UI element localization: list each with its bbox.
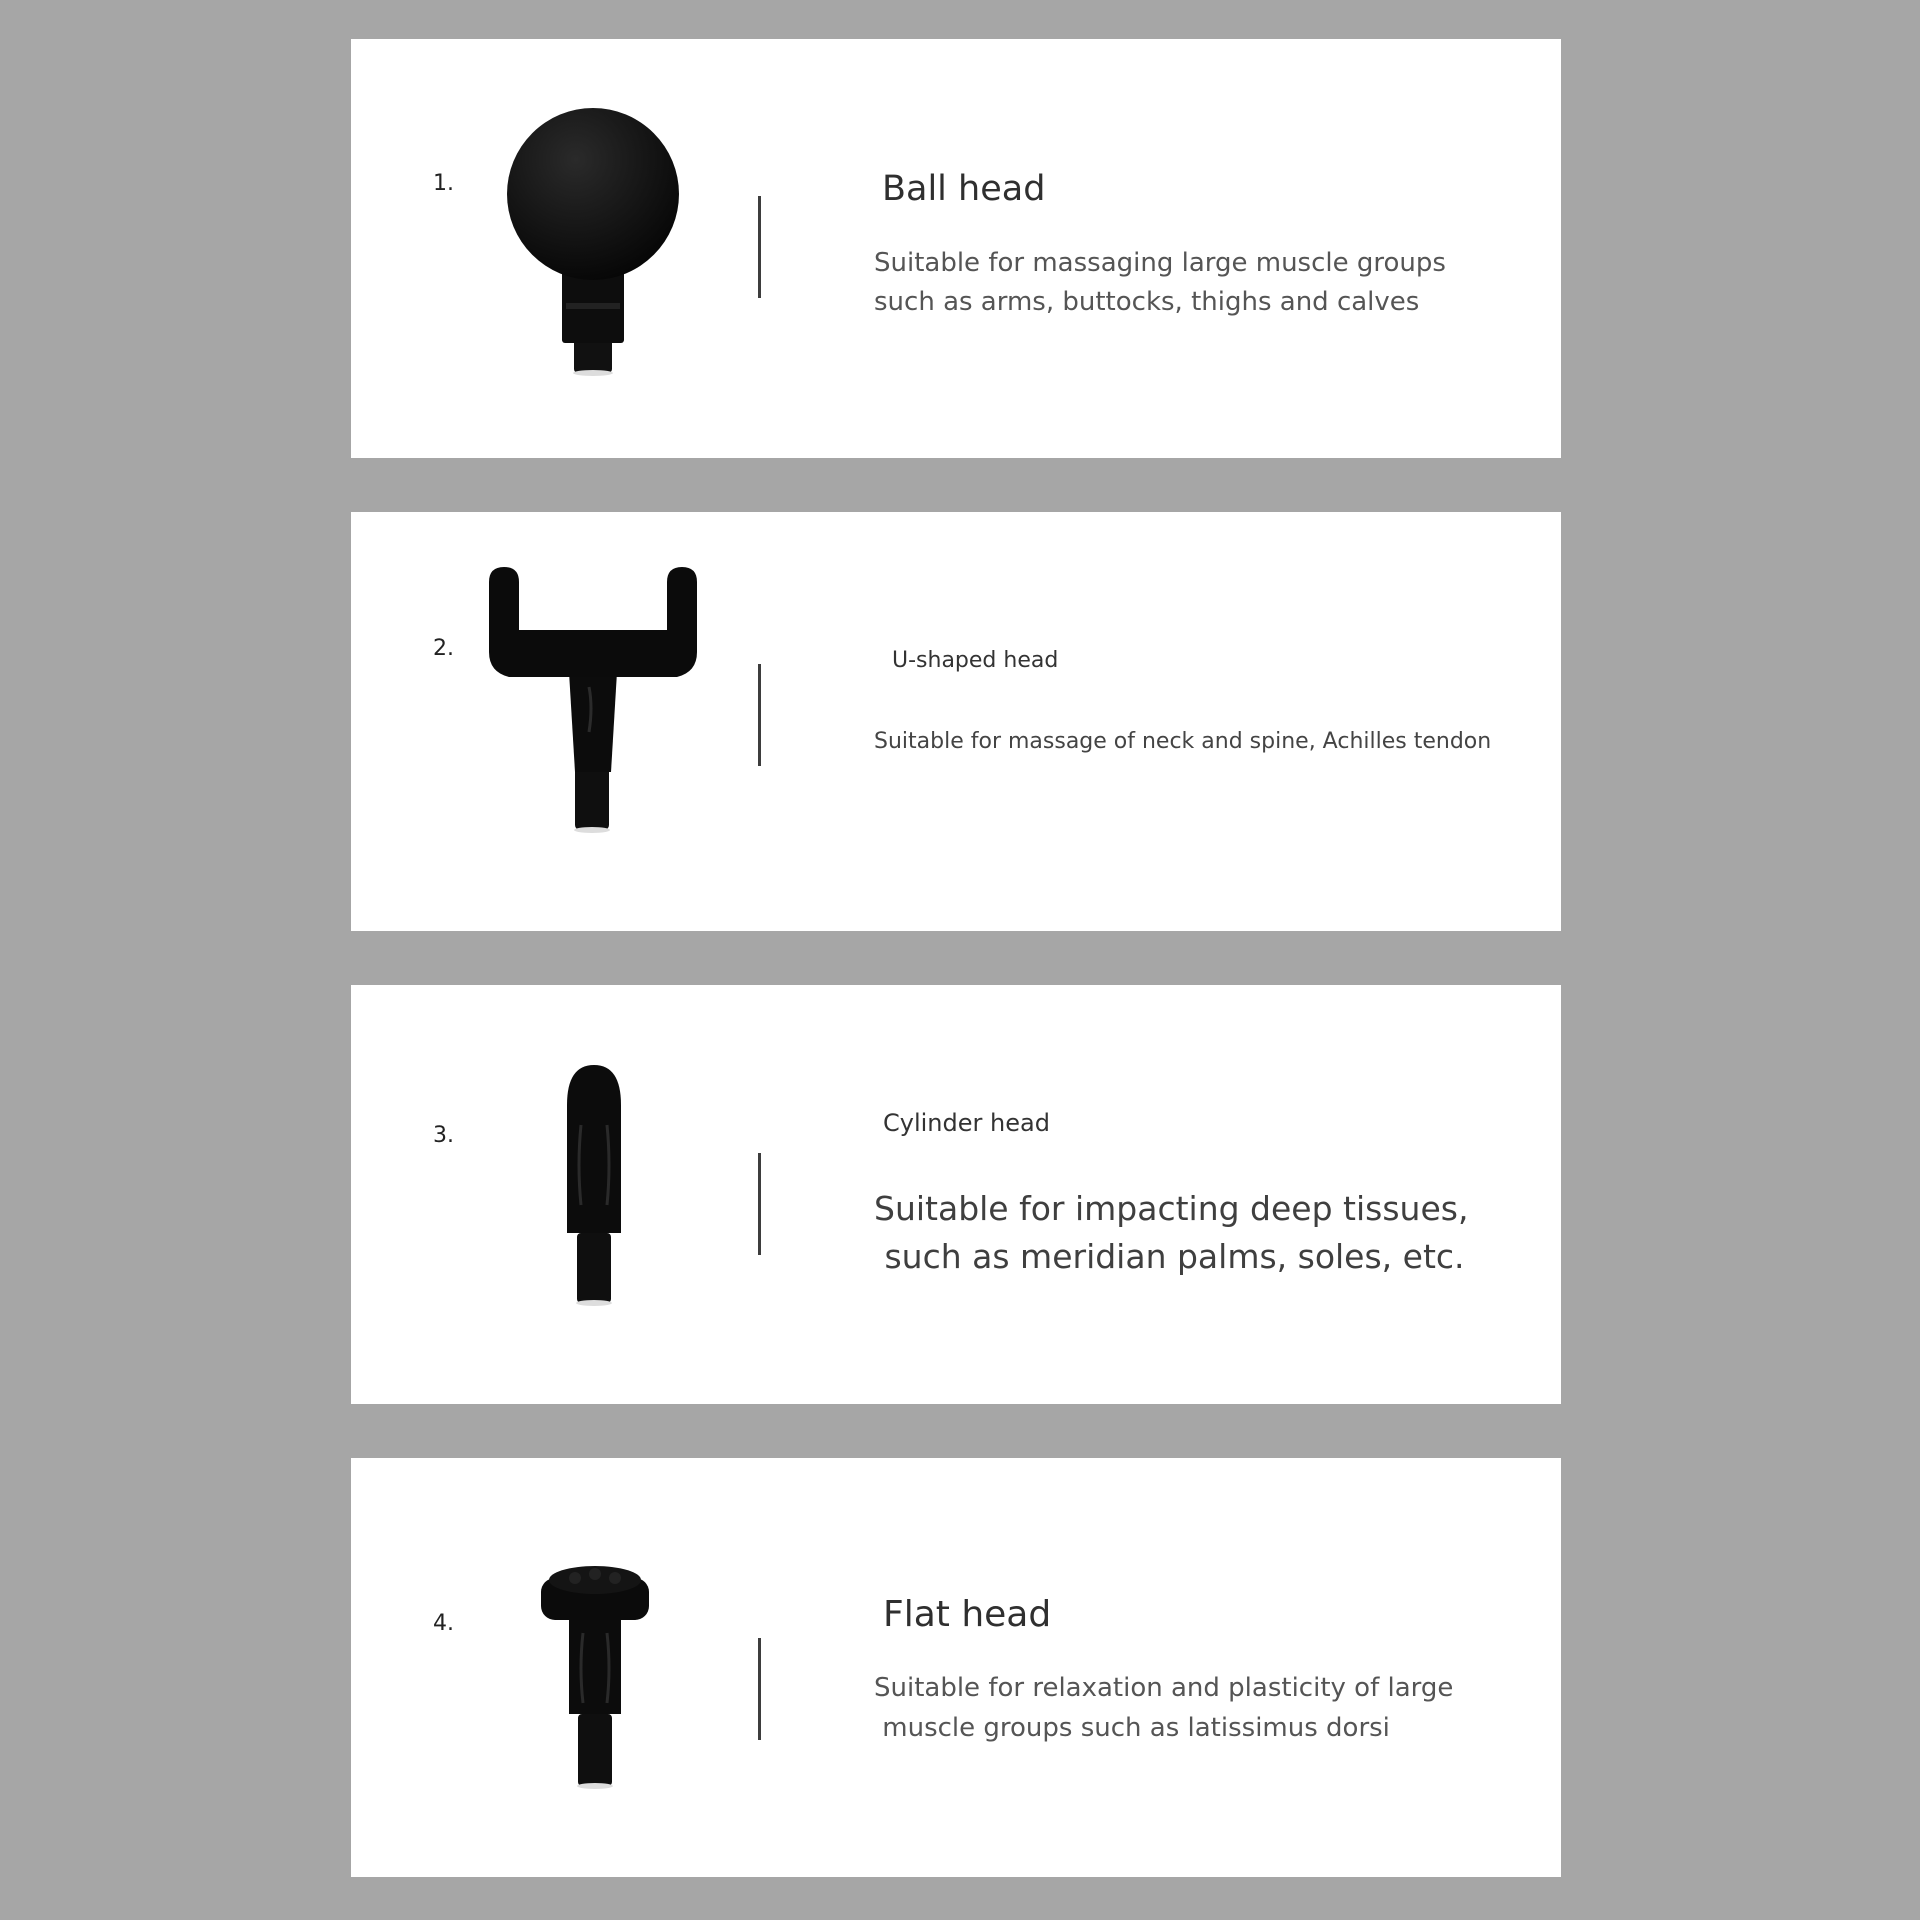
cylinder-head-icon: [471, 985, 731, 1404]
item-title: U-shaped head: [892, 648, 1059, 673]
divider: [758, 664, 761, 766]
divider: [758, 196, 761, 298]
divider: [758, 1638, 761, 1740]
item-title: Flat head: [883, 1594, 1052, 1635]
item-number: 2.: [433, 636, 454, 661]
item-title: Cylinder head: [883, 1109, 1050, 1137]
item-description: Suitable for relaxation and plasticity of large muscle groups such as latissimus dorsi: [874, 1673, 1454, 1743]
item-title: Ball head: [882, 169, 1046, 209]
u-shaped-head-icon: [471, 512, 731, 931]
massage-head-card-flat: [351, 1458, 1561, 1877]
item-description: Suitable for massage of neck and spine, Achilles tendon: [874, 729, 1492, 754]
item-number: 1.: [433, 171, 454, 196]
divider: [758, 1153, 761, 1255]
massage-head-card-u-shaped: [351, 512, 1561, 931]
item-number: 3.: [433, 1123, 454, 1148]
massage-head-card-ball: [351, 39, 1561, 458]
massage-head-card-cylinder: [351, 985, 1561, 1404]
ball-head-icon: [471, 39, 731, 458]
flat-head-icon: [471, 1458, 731, 1877]
item-number: 4.: [433, 1611, 454, 1636]
item-description: Suitable for impacting deep tissues, such as meridian palms, soles, etc.: [874, 1189, 1469, 1276]
item-description: Suitable for massaging large muscle groups such as arms, buttocks, thighs and calves: [874, 248, 1446, 317]
